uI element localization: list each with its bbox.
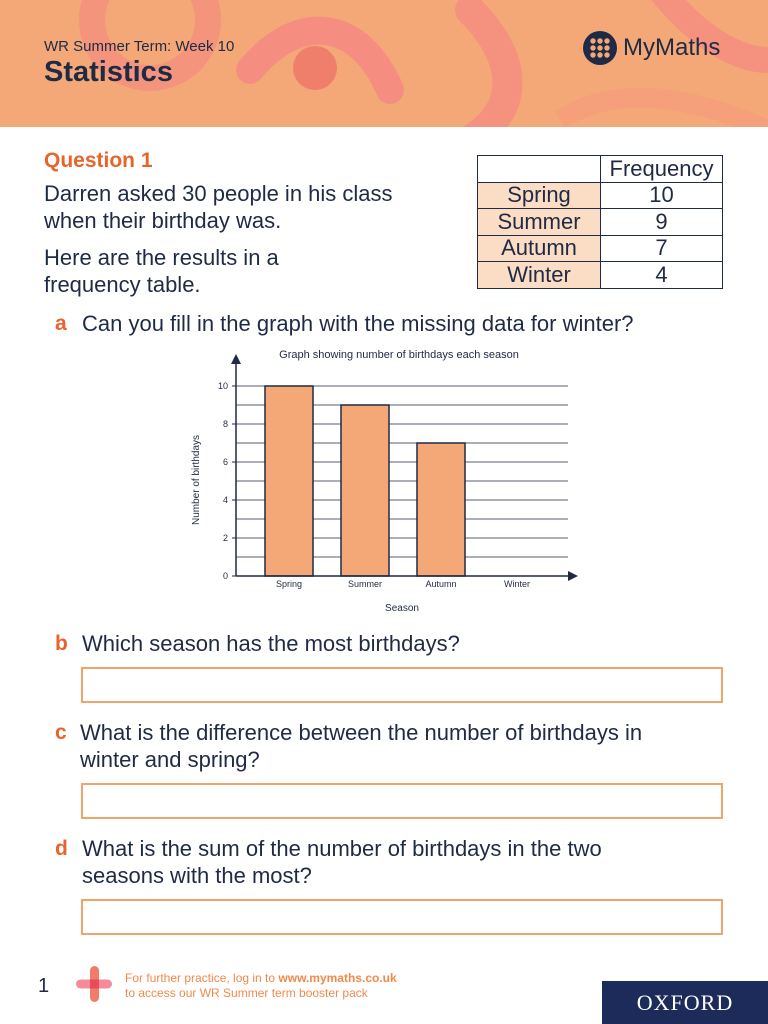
page-number: 1	[38, 975, 50, 997]
answer-box-d[interactable]	[81, 899, 723, 935]
bar-summer	[341, 405, 389, 576]
table-frequency-cell: 7	[601, 235, 723, 262]
y-tick-label: 4	[222, 495, 228, 505]
footer-line-2: to access our WR Summer term booster pack	[125, 986, 368, 1000]
question-intro-2	[44, 244, 444, 298]
x-tick-label: Autumn	[425, 579, 457, 589]
table-header-frequency: Frequency	[601, 156, 723, 183]
answer-box-b[interactable]	[81, 667, 723, 703]
y-tick-label: 8	[222, 419, 228, 429]
part-d-letter: d	[55, 837, 68, 860]
y-tick-label: 10	[217, 381, 228, 391]
table-row	[478, 182, 723, 209]
x-tick-label: Winter	[503, 579, 531, 589]
footer-line-1	[125, 971, 397, 986]
answer-box-c[interactable]	[81, 783, 723, 819]
table-season-cell: Spring	[478, 182, 601, 209]
intro-1-line-2: when their birthday was.	[44, 208, 282, 233]
x-tick-label: Summer	[347, 579, 383, 589]
table-frequency-cell: 9	[601, 209, 723, 236]
header-banner	[0, 0, 768, 127]
part-d-line-2: seasons with the most?	[82, 863, 312, 888]
page-title: Statistics	[44, 56, 173, 88]
y-axis-arrow-icon	[231, 354, 241, 364]
table-season-cell: Summer	[478, 209, 601, 236]
page-subtitle: WR Summer Term: Week 10	[44, 38, 235, 55]
plus-icon	[76, 966, 112, 1002]
table-header-row	[478, 156, 723, 183]
table-corner-cell	[478, 156, 601, 183]
footer-note	[125, 971, 397, 1001]
y-tick-label: 6	[222, 457, 228, 467]
part-b-letter: b	[55, 632, 68, 655]
chart-bars	[265, 386, 465, 576]
table-season-cell: Autumn	[478, 235, 601, 262]
x-tick-label: Spring	[275, 579, 303, 589]
chart-title: Graph showing number of birthdays each season	[279, 349, 519, 361]
chart-y-ticks	[218, 381, 236, 581]
chart-x-axis-label: Season	[385, 603, 419, 614]
table-row	[478, 235, 723, 262]
intro-1-line-1: Darren asked 30 people in his class	[44, 181, 393, 206]
mymaths-link[interactable]: www.mymaths.co.uk	[278, 971, 397, 985]
oxford-logo: OXFORD	[602, 981, 768, 1024]
footer-line-1-text: For further practice, log in to	[125, 971, 279, 985]
mymaths-logo	[583, 31, 720, 65]
y-tick-label: 0	[222, 571, 228, 581]
bar-autumn	[417, 443, 465, 576]
table-season-cell: Winter	[478, 262, 601, 289]
birthday-bar-chart[interactable]	[180, 340, 600, 620]
logo-text: MyMaths	[623, 34, 721, 61]
table-frequency-cell: 10	[601, 182, 723, 209]
part-c-text	[80, 719, 642, 773]
table-row	[478, 209, 723, 236]
frequency-table	[477, 155, 723, 289]
mymaths-dots-icon	[583, 31, 617, 65]
question-heading: Question 1	[44, 149, 153, 172]
part-a-text: Can you fill in the graph with the missing data for winter?	[82, 311, 634, 336]
part-d-line-1: What is the sum of the number of birthdays in the two	[82, 836, 602, 861]
bar-spring	[265, 386, 313, 576]
part-c-line-1: What is the difference between the number of birthdays in	[80, 720, 643, 745]
part-b-text: Which season has the most birthdays?	[82, 631, 460, 656]
y-tick-label: 2	[222, 533, 228, 543]
part-a-letter: a	[55, 312, 67, 335]
chart-x-ticks	[276, 579, 530, 589]
intro-2-line-2: frequency table.	[44, 272, 201, 297]
intro-2-line-1: Here are the results in a	[44, 245, 279, 270]
part-c-letter: c	[55, 721, 67, 744]
chart-y-axis-label: Number of birthdays	[191, 434, 202, 526]
x-axis-arrow-icon	[568, 571, 578, 581]
table-row	[478, 262, 723, 289]
part-d-text	[82, 835, 602, 889]
part-c-line-2: winter and spring?	[80, 747, 260, 772]
question-intro-1	[44, 180, 444, 234]
table-frequency-cell: 4	[601, 262, 723, 289]
